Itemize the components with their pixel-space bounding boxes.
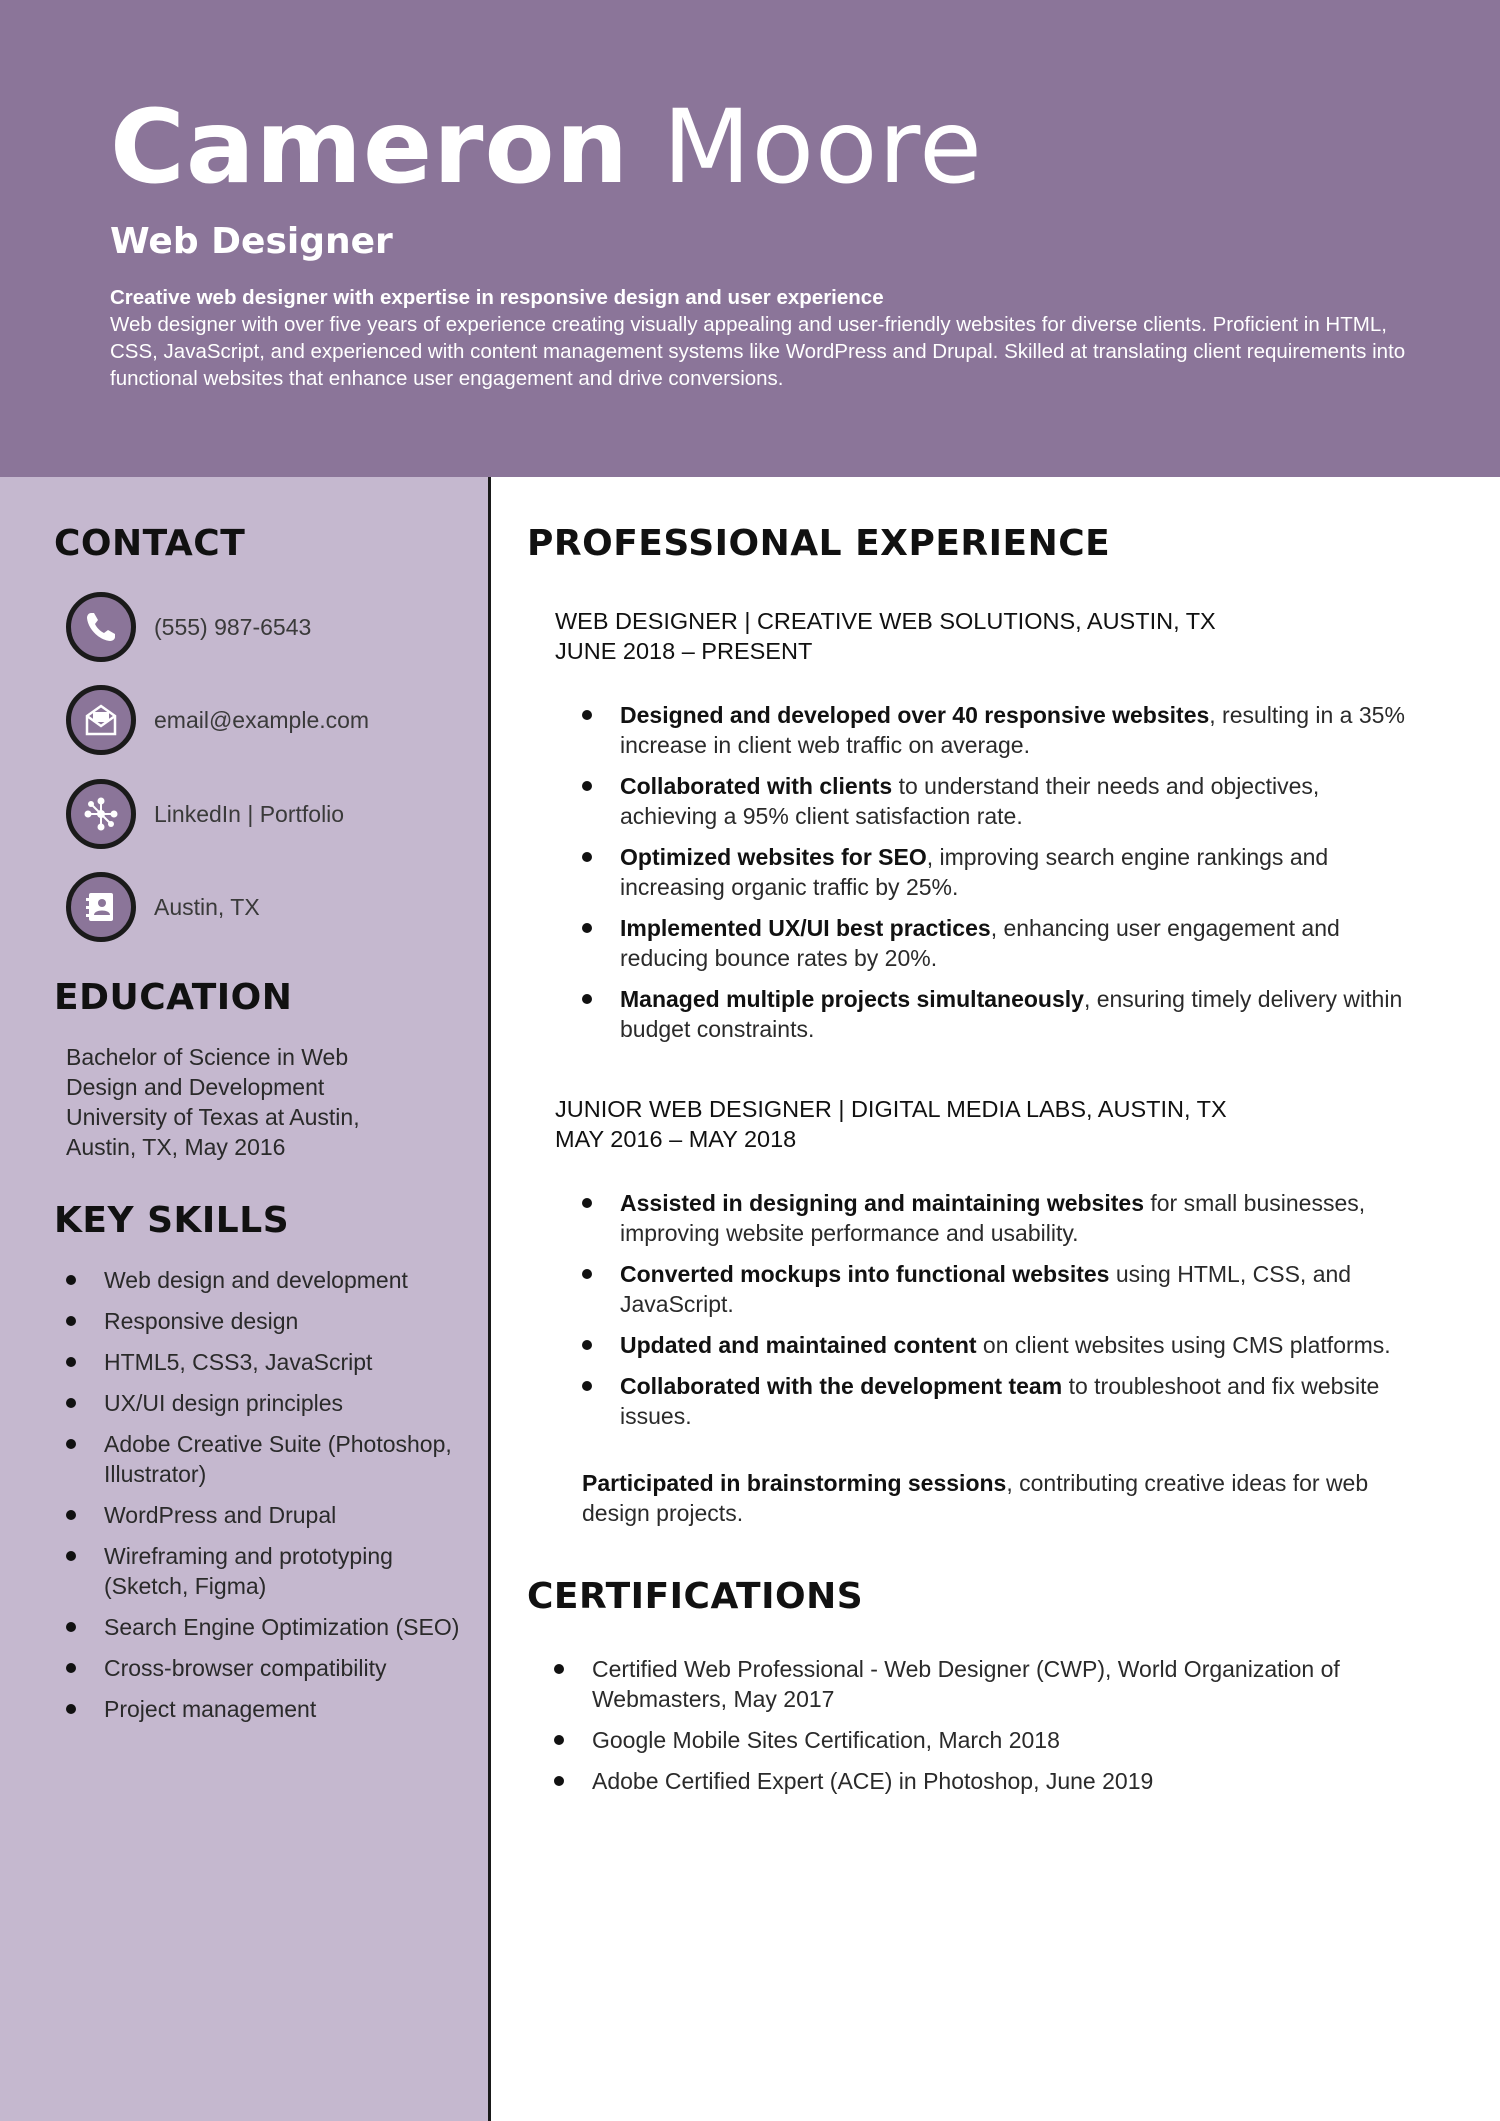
skill-item: HTML5, CSS3, JavaScript <box>66 1347 476 1377</box>
bullet-dot <box>582 1340 592 1350</box>
certifications-list <box>554 1654 1414 1807</box>
candidate-name <box>110 88 983 208</box>
achievement-item: Optimized websites for SEO, improving search engine rankings and increasing organic traffic by 25%. <box>582 842 1412 902</box>
address-book-icon <box>66 872 136 942</box>
skill-item: Web design and development <box>66 1265 476 1295</box>
bullet-dot <box>582 781 592 791</box>
contact-links[interactable] <box>66 779 476 851</box>
achievement-item: Collaborated with clients to understand their needs and objectives, achieving a 95% client satisfaction rate. <box>582 771 1412 831</box>
bullet-dot <box>554 1776 564 1786</box>
education-line: Bachelor of Science in Web <box>66 1044 349 1070</box>
first-name: Cameron <box>110 88 630 207</box>
contact-heading: CONTACT <box>54 523 246 564</box>
job-1-achievements <box>582 700 1412 1055</box>
network-icon <box>66 779 136 849</box>
bullet-dot <box>66 1704 76 1714</box>
job-2-role: JUNIOR WEB DESIGNER | DIGITAL MEDIA LABS, AUSTIN, TX <box>555 1096 1227 1122</box>
email-text: email@example.com <box>154 707 370 733</box>
bullet-dot <box>66 1663 76 1673</box>
job-2-header <box>555 1094 1455 1154</box>
bullet-dot <box>554 1664 564 1674</box>
bullet-dot <box>582 994 592 1004</box>
education-line: Design and Development <box>66 1074 325 1100</box>
skill-item: Project management <box>66 1694 476 1724</box>
education-details <box>66 1042 466 1162</box>
job-2-achievements <box>582 1188 1412 1442</box>
experience-heading: PROFESSIONAL EXPERIENCE <box>527 523 1111 564</box>
skills-heading: KEY SKILLS <box>54 1200 290 1241</box>
bullet-dot <box>66 1439 76 1449</box>
job-2-extra-achievement: Participated in brainstorming sessions, contributing creative ideas for web design projects. <box>582 1470 1369 1526</box>
bullet-dot <box>66 1510 76 1520</box>
phone-text: (555) 987-6543 <box>154 614 312 640</box>
bullet-dot <box>66 1357 76 1367</box>
skill-item: Responsive design <box>66 1306 476 1336</box>
bullet-dot <box>582 1269 592 1279</box>
contact-email[interactable] <box>66 685 476 757</box>
achievement-item: Assisted in designing and maintaining websites for small businesses, improving website performance and usability. <box>582 1188 1412 1248</box>
bullet-dot <box>582 1198 592 1208</box>
achievement-item: Implemented UX/UI best practices, enhancing user engagement and reducing bounce rates by 20%. <box>582 913 1412 973</box>
bullet-dot <box>66 1316 76 1326</box>
phone-icon <box>66 592 136 662</box>
job-1-header <box>555 606 1455 666</box>
contact-phone[interactable] <box>66 592 476 664</box>
achievement-item: Updated and maintained content on client websites using CMS platforms. <box>582 1330 1412 1360</box>
job-1-role: WEB DESIGNER | CREATIVE WEB SOLUTIONS, AUSTIN, TX <box>555 608 1216 634</box>
education-line: University of Texas at Austin, <box>66 1104 360 1130</box>
profile-summary <box>110 284 1410 392</box>
bullet-dot <box>582 1381 592 1391</box>
bullet-dot <box>582 710 592 720</box>
summary-text: Web designer with over five years of experience creating visually appealing and user-friendly websites for diverse clients. Proficient in HTML, CSS, JavaScript, and experienced with content management systems like WordPress and Drupal. Skilled at translating client requirements into functional websites that enhance user engagement and drive conversions. <box>110 313 1406 390</box>
achievement-item: Designed and developed over 40 responsive websites, resulting in a 35% increase in client web traffic on average. <box>582 700 1412 760</box>
last-name: Moore <box>662 88 983 207</box>
links-text: LinkedIn | Portfolio <box>154 801 345 827</box>
header-banner <box>0 0 1500 477</box>
job-title: Web Designer <box>110 221 393 262</box>
bullet-dot <box>66 1551 76 1561</box>
job-1-dates: JUNE 2018 – PRESENT <box>555 638 813 664</box>
achievement-item: Converted mockups into functional websites using HTML, CSS, and JavaScript. <box>582 1259 1412 1319</box>
skill-item: Wireframing and prototyping (Sketch, Figma) <box>66 1541 476 1601</box>
skill-item: WordPress and Drupal <box>66 1500 476 1530</box>
skill-item: UX/UI design principles <box>66 1388 476 1418</box>
certification-item: Google Mobile Sites Certification, March 2018 <box>554 1725 1414 1755</box>
certification-item: Adobe Certified Expert (ACE) in Photoshop, June 2019 <box>554 1766 1414 1796</box>
bullet-dot <box>66 1398 76 1408</box>
skill-item: Cross-browser compatibility <box>66 1653 476 1683</box>
achievement-item: Collaborated with the development team to troubleshoot and fix website issues. <box>582 1371 1412 1431</box>
education-line: Austin, TX, May 2016 <box>66 1134 286 1160</box>
skill-item: Adobe Creative Suite (Photoshop, Illustrator) <box>66 1429 476 1489</box>
location-text: Austin, TX <box>154 894 260 920</box>
summary-headline: Creative web designer with expertise in responsive design and user experience <box>110 286 884 309</box>
certification-item: Certified Web Professional - Web Designer (CWP), World Organization of Webmasters, May 2017 <box>554 1654 1414 1714</box>
achievement-item: Managed multiple projects simultaneously, ensuring timely delivery within budget constraints. <box>582 984 1412 1044</box>
bullet-dot <box>582 852 592 862</box>
bullet-dot <box>554 1735 564 1745</box>
column-divider <box>488 477 491 2121</box>
skills-list <box>66 1265 476 1735</box>
contact-location <box>66 872 476 944</box>
skill-item: Search Engine Optimization (SEO) <box>66 1612 476 1642</box>
bullet-dot <box>66 1275 76 1285</box>
bullet-dot <box>582 923 592 933</box>
certifications-heading: CERTIFICATIONS <box>527 1576 864 1617</box>
education-heading: EDUCATION <box>54 977 293 1018</box>
email-icon <box>66 685 136 755</box>
job-2-dates: MAY 2016 – MAY 2018 <box>555 1126 797 1152</box>
bullet-dot <box>66 1622 76 1632</box>
